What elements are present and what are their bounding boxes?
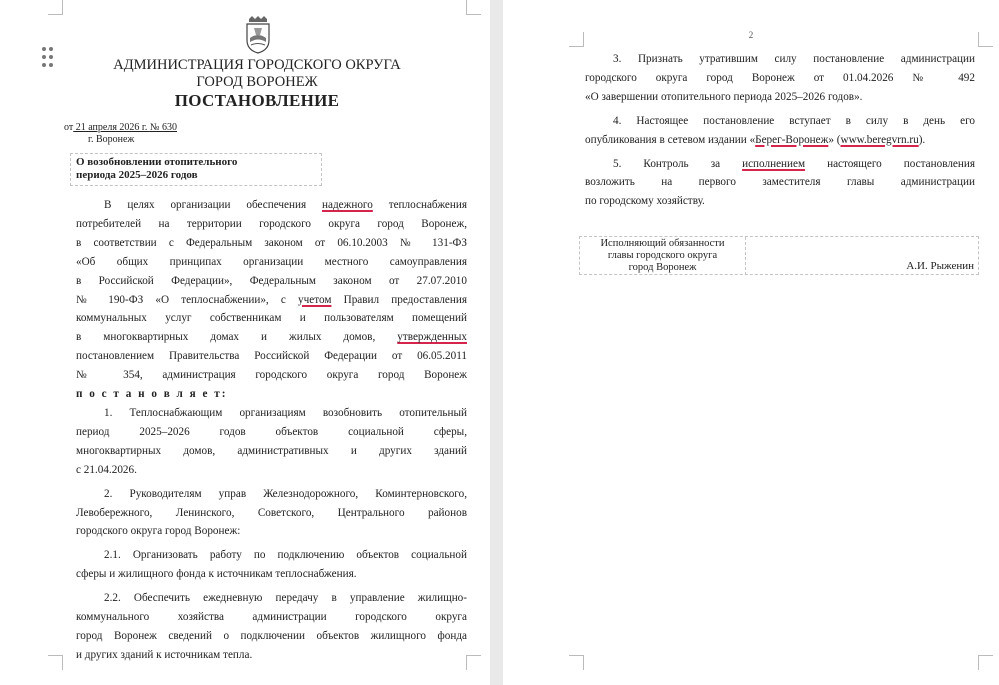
- spellcheck-word[interactable]: утвержденных: [397, 331, 467, 344]
- body-line: с 21.04.2026.: [76, 463, 137, 476]
- body-line: период 2025–2026 годов объектов социальной сферы,: [76, 425, 467, 438]
- body-line: 2.1. Организовать работу по подключению объектов социальной: [104, 549, 467, 562]
- document-date: 21 апреля 2026 г.: [73, 122, 150, 133]
- position-line: главы городского округа: [607, 250, 718, 261]
- document-body[interactable]: [76, 196, 467, 665]
- margin-corner-mark: [978, 655, 993, 670]
- spellcheck-word[interactable]: надежного: [322, 199, 373, 211]
- body-line: по городскому хозяйству.: [585, 195, 705, 208]
- body-line: 2.2. Обеспечить ежедневную передачу в управление жилищно-: [104, 592, 467, 605]
- position-line: город Воронеж: [628, 262, 697, 273]
- resolves-keyword: п о с т а н о в л я е т:: [76, 388, 228, 401]
- date-prefix: от: [64, 122, 74, 133]
- drag-handle-icon[interactable]: [42, 47, 54, 69]
- spellcheck-word[interactable]: Берег-Воронеж: [755, 133, 829, 146]
- body-line: 1. Теплоснабжающим организациям возобновить отопительный: [104, 406, 467, 419]
- spellcheck-word[interactable]: исполнением: [742, 157, 806, 170]
- margin-corner-mark: [48, 0, 63, 15]
- document-subject-box[interactable]: [70, 153, 322, 186]
- body-line: в Российской Федерации», Федеральным законом от 27.07.2010: [76, 274, 467, 287]
- body-line: № 190-ФЗ «О теплоснабжении», с учетом Правил предоставления: [76, 293, 467, 306]
- subject-line: О возобновлении отопительного: [76, 156, 238, 168]
- margin-corner-mark: [466, 0, 481, 15]
- date-and-number-line: [64, 122, 177, 133]
- margin-corner-mark: [48, 655, 63, 670]
- signatory-position: [580, 237, 746, 275]
- body-line: город Воронеж сведений о подключении объектов жилищного фонда: [76, 629, 467, 642]
- spellcheck-word[interactable]: учетом: [298, 293, 332, 306]
- body-line: городского округа город Воронеж от 01.04.2026 № 492: [585, 71, 975, 84]
- body-line: сферы и жилищного фонда к источникам теплоснабжения.: [76, 568, 357, 581]
- document-body-page-2[interactable]: [585, 50, 975, 211]
- body-line: 2. Руководителям управ Железнодорожного, Коминтерновского,: [104, 487, 467, 500]
- margin-corner-mark: [569, 655, 584, 670]
- body-line: городского округа город Воронеж:: [76, 525, 241, 538]
- body-line: возложить на первого заместителя главы администрации: [585, 176, 975, 189]
- body-line: в соответствии с Федеральным законом от 06.10.2003 № 131-ФЗ: [76, 236, 467, 249]
- body-line: и других зданий к источникам тепла.: [76, 648, 253, 661]
- signatory-name: А.И. Рыженин: [906, 260, 974, 272]
- signature-table[interactable]: [579, 236, 979, 275]
- body-line: В целях организации обеспечения надежного теплоснабжения: [104, 199, 467, 211]
- document-title: ПОСТАНОВЛЕНИЕ: [174, 91, 340, 110]
- body-line: «О завершении отопительного периода 2025–2026 годов».: [585, 90, 863, 103]
- document-number: 630: [161, 122, 177, 133]
- page-number: 2: [748, 30, 754, 40]
- body-line: № 354, администрация городского округа город Воронеж: [76, 369, 467, 382]
- subject-line: периода 2025–2026 годов: [76, 169, 198, 181]
- number-prefix: №: [149, 122, 162, 133]
- document-city: г. Воронеж: [88, 134, 135, 145]
- document-page-1: [0, 0, 490, 685]
- body-line: 5. Контроль за исполнением настоящего постановления: [613, 157, 975, 170]
- admin-header-line: АДМИНИСТРАЦИЯ ГОРОДСКОГО ОКРУГА: [113, 57, 401, 73]
- body-line: многоквартирных домов, административных и других зданий: [76, 444, 467, 457]
- body-line: Левобережного, Ленинского, Советского, Центрального районов: [76, 506, 467, 519]
- position-line: Исполняющий обязанности: [600, 238, 725, 249]
- body-line: потребителей на территории городского округа город Воронеж,: [76, 217, 467, 230]
- body-line: 3. Признать утратившим силу постановление администрации: [613, 53, 975, 65]
- margin-corner-mark: [466, 655, 481, 670]
- body-line: в многоквартирных домах и жилых домов, утвержденных: [76, 331, 467, 344]
- administration-header: [70, 57, 444, 91]
- body-line: коммунальных услуг собственникам и пользователям помещений: [76, 312, 467, 325]
- body-line: «Об общих принципах организации местного самоуправления: [76, 255, 467, 268]
- website-link[interactable]: www.beregvrn.ru: [840, 133, 919, 146]
- coat-of-arms-emblem: [245, 16, 271, 54]
- admin-header-line: ГОРОД ВОРОНЕЖ: [196, 74, 318, 90]
- body-line: 4. Настоящее постановление вступает в силу в день его: [613, 114, 975, 127]
- body-line: постановлением Правительства Российской Федерации от 06.05.2011: [76, 350, 467, 363]
- body-line: опубликования в сетевом издании «Берег-Воронеж» (www.beregvrn.ru).: [585, 133, 926, 146]
- body-line: коммунального хозяйства администрации городского округа: [76, 611, 467, 624]
